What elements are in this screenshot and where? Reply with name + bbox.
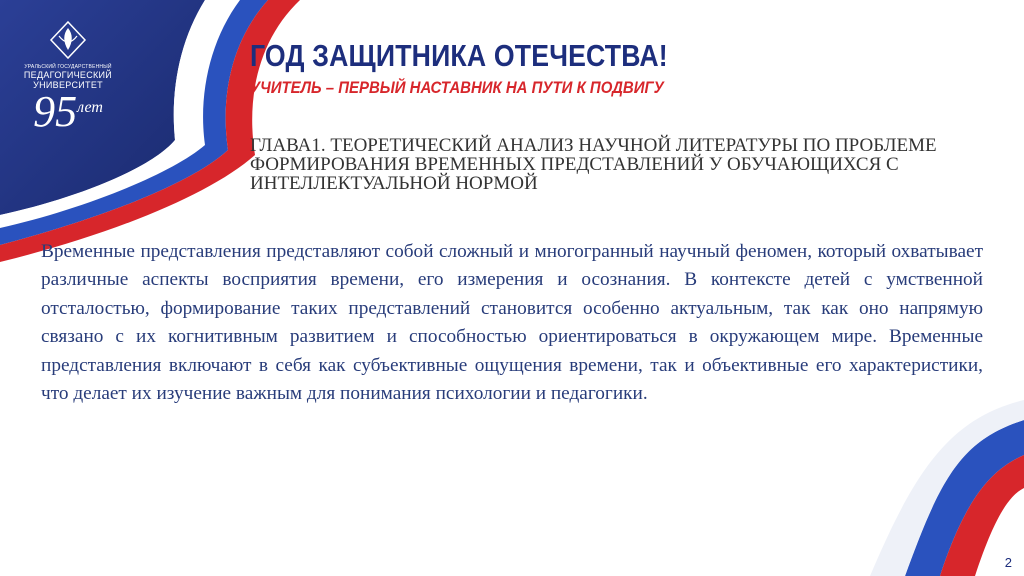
anniversary-years: 95 [33, 87, 78, 136]
anniversary-suffix: лет [77, 99, 103, 116]
body-paragraph: Временные представления представляют собой сложный и многогранный научный феномен, который охватывает различные аспекты восприятия времени, его измерения и осознания. В контексте детей с умственной отсталостью, формирование таких представлений становится особенно актуальным, так как оно напрямую связано с их когнитивным развитием и способностью ориентироваться в окружающем мире. Временные представления включают в себя как субъективные ощущения времени, так и объективные его характеристики, что делает их изучение важным для понимания психологии и педагогики. [41, 241, 983, 405]
page-title: ГОД ЗАЩИТНИКА ОТЕЧЕСТВА! [250, 38, 668, 73]
logo-small-text: УРАЛЬСКИЙ ГОСУДАРСТВЕННЫЙ [24, 64, 112, 70]
logo-line-1: ПЕДАГОГИЧЕСКИЙ [23, 70, 113, 80]
university-logo [18, 20, 118, 136]
page-number: 2 [1004, 555, 1012, 570]
logo-line-2: УНИВЕРСИТЕТ [33, 80, 103, 90]
anniversary-mark [18, 87, 118, 136]
page-subtitle: УЧИТЕЛЬ – ПЕРВЫЙ НАСТАВНИК НА ПУТИ К ПОДВИГУ [250, 78, 664, 97]
university-emblem-icon [48, 20, 88, 60]
chapter-heading: ГЛАВА1. ТЕОРЕТИЧЕСКИЙ АНАЛИЗ НАУЧНОЙ ЛИТЕРАТУРЫ ПО ПРОБЛЕМЕ ФОРМИРОВАНИЯ ВРЕМЕННЫХ ПРЕДСТАВЛЕНИЙ У ОБУЧАЮЩИХСЯ С ИНТЕЛЛЕКТУАЛЬНОЙ НОРМОЙ [250, 135, 937, 194]
